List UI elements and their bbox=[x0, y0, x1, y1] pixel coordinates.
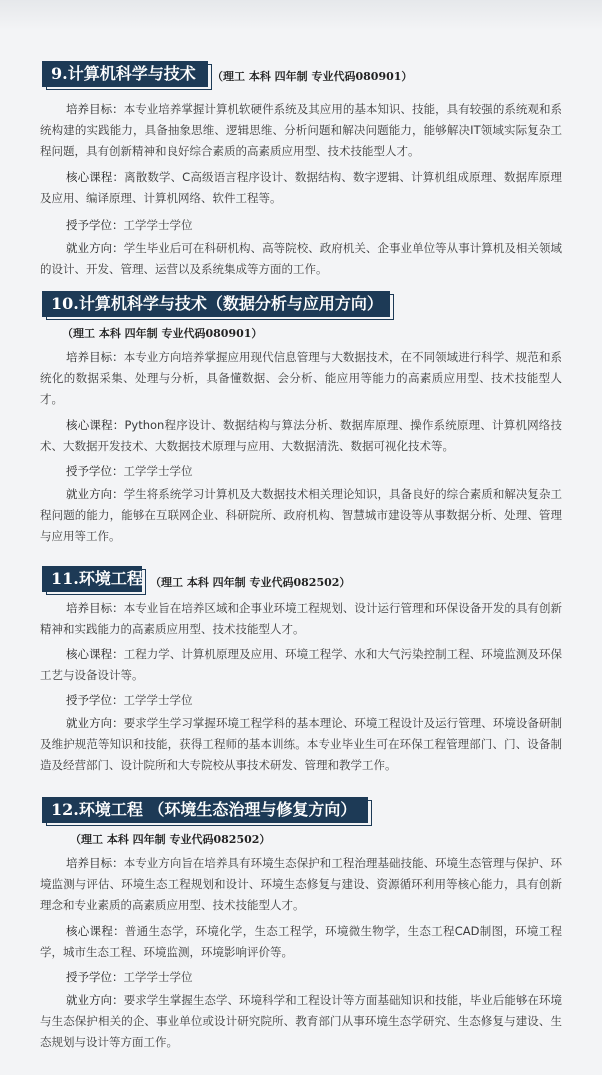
section-header bbox=[0, 797, 602, 823]
degree-label: 授予学位： bbox=[66, 464, 124, 478]
section-meta: （理工 本科 四年制 专业代码080901） bbox=[62, 327, 263, 340]
core-courses bbox=[40, 921, 562, 963]
core-courses-label: 核心课程： bbox=[66, 170, 125, 184]
section-title: 11.环境工程 bbox=[42, 566, 142, 592]
degree-text: 工学学士学位 bbox=[123, 970, 193, 984]
degree-text: 工学学士学位 bbox=[123, 693, 193, 707]
training-goal-label: 培养目标： bbox=[66, 102, 124, 116]
degree-text: 工学学士学位 bbox=[123, 218, 193, 232]
degree bbox=[40, 967, 562, 988]
degree bbox=[40, 215, 562, 236]
degree bbox=[40, 690, 562, 711]
training-goal-text: 本专业方向旨在培养具有环境生态保护和工程治理基础技能、环境生态管理与保护、环境监测与评估、环境生态工程规划和设计、环境生态修复与建设、资源循环利用等核心能力，具有创新理念和专业素质的高素质应用型、技术技能型人才。 bbox=[40, 856, 563, 912]
career-text: 要求学生掌握生态学、环境科学和工程设计等方面基础知识和技能，毕业后能够在环境与生态保护相关的企、事业单位或设计研究院所、教育部门从事环境生态学研究、生态修复与建设、生态规划与设计等方面工作。 bbox=[40, 993, 563, 1049]
core-courses-text: 离散数学、C高级语言程序设计、数据结构、数字逻辑、计算机组成原理、数据库原理及应用、编译原理、计算机网络、软件工程等。 bbox=[40, 170, 562, 205]
training-goal bbox=[40, 99, 562, 162]
core-courses-label: 核心课程： bbox=[66, 418, 125, 432]
section-cs bbox=[0, 61, 602, 276]
core-courses-label: 核心课程： bbox=[66, 924, 125, 938]
section-title: 10.计算机科学与技术（数据分析与应用方向） bbox=[42, 291, 390, 317]
career-label: 就业方向： bbox=[66, 487, 124, 501]
training-goal bbox=[40, 598, 562, 640]
career bbox=[40, 990, 562, 1053]
training-goal-label: 培养目标： bbox=[66, 350, 124, 364]
career bbox=[40, 713, 562, 776]
training-goal-text: 本专业培养掌握计算机软硬件系统及其应用的基本知识、技能，具有较强的系统观和系统构建的实践能力，具备抽象思维、逻辑思维、分析问题和解决问题能力，能够解决IT领域实际复杂工程问题，具有创新精神和良好综合素质的高素质应用型、技术技能型人才。 bbox=[40, 102, 563, 158]
degree-label: 授予学位： bbox=[66, 218, 124, 232]
degree-text: 工学学士学位 bbox=[123, 464, 193, 478]
degree bbox=[40, 461, 562, 482]
career bbox=[40, 484, 562, 547]
core-courses-text: 工程力学、计算机原理及应用、环境工程学、水和大气污染控制工程、环境监测及环保工艺与设备设计等。 bbox=[40, 647, 563, 682]
career-label: 就业方向： bbox=[66, 993, 124, 1007]
core-courses bbox=[40, 644, 562, 686]
career-label: 就业方向： bbox=[66, 241, 124, 255]
section-header bbox=[0, 566, 602, 592]
section-title: 12.环境工程 （环境生态治理与修复方向） bbox=[42, 797, 368, 823]
degree-label: 授予学位： bbox=[66, 970, 124, 984]
core-courses bbox=[40, 415, 562, 457]
training-goal bbox=[40, 347, 562, 410]
section-env-eco bbox=[0, 797, 602, 1049]
training-goal-text: 本专业方向培养掌握应用现代信息管理与大数据技术，在不同领域进行科学、规范和系统化的数据采集、处理与分析，具备懂数据、会分析、能应用等能力的高素质应用型、技术技能型人才。 bbox=[40, 350, 563, 406]
section-header bbox=[0, 61, 602, 87]
career-text: 学生将系统学习计算机及大数据技术相关理论知识，具备良好的综合素质和解决复杂工程问题的能力，能够在互联网企业、科研院所、政府机构、智慧城市建设等从事数据分析、处理、管理与应用等工作。 bbox=[40, 487, 563, 543]
career-text: 学生毕业后可在科研机构、高等院校、政府机关、企事业单位等从事计算机及相关领域的设计、开发、管理、运营以及系统集成等方面的工作。 bbox=[40, 241, 563, 276]
section-meta: （理工 本科 四年制 专业代码080901） bbox=[212, 70, 413, 83]
degree-label: 授予学位： bbox=[66, 693, 124, 707]
section-header bbox=[0, 291, 602, 317]
section-env bbox=[0, 566, 602, 772]
core-courses bbox=[40, 167, 562, 209]
training-goal bbox=[40, 853, 562, 916]
core-courses-text: Python程序设计、数据结构与算法分析、数据库原理、操作系统原理、计算机网络技术、大数据开发技术、大数据技术原理与应用、大数据清洗、数据可视化技术等。 bbox=[40, 418, 563, 453]
career-label: 就业方向： bbox=[66, 716, 124, 730]
section-title: 9.计算机科学与技术 bbox=[42, 61, 208, 87]
core-courses-label: 核心课程： bbox=[66, 647, 124, 661]
core-courses-text: 普通生态学，环境化学，生态工程学，环境微生物学，生态工程CAD制图，环境工程学，城市生态工程、环境监测，环境影响评价等。 bbox=[40, 924, 562, 959]
section-meta: （理工 本科 四年制 专业代码082502） bbox=[150, 576, 351, 589]
training-goal-label: 培养目标： bbox=[66, 601, 124, 615]
top-background-band bbox=[0, 0, 602, 30]
training-goal-label: 培养目标： bbox=[66, 856, 124, 870]
section-meta: （理工 本科 四年制 专业代码082502） bbox=[70, 833, 271, 846]
career bbox=[40, 238, 562, 280]
career-text: 要求学生学习掌握环境工程学科的基本理论、环境工程设计及运行管理、环境设备研制及维护规范等知识和技能，获得工程师的基本训练。本专业毕业生可在环保工程管理部门、门、设备制造及经营部门、设计院所和大专院校从事技术研发、管理和教学工作。 bbox=[40, 716, 563, 772]
training-goal-text: 本专业旨在培养区域和企事业环境工程规划、设计运行管理和环保设备开发的具有创新精神和实践能力的高素质应用型、技术技能型人才。 bbox=[40, 601, 563, 636]
section-cs-data bbox=[0, 291, 602, 543]
